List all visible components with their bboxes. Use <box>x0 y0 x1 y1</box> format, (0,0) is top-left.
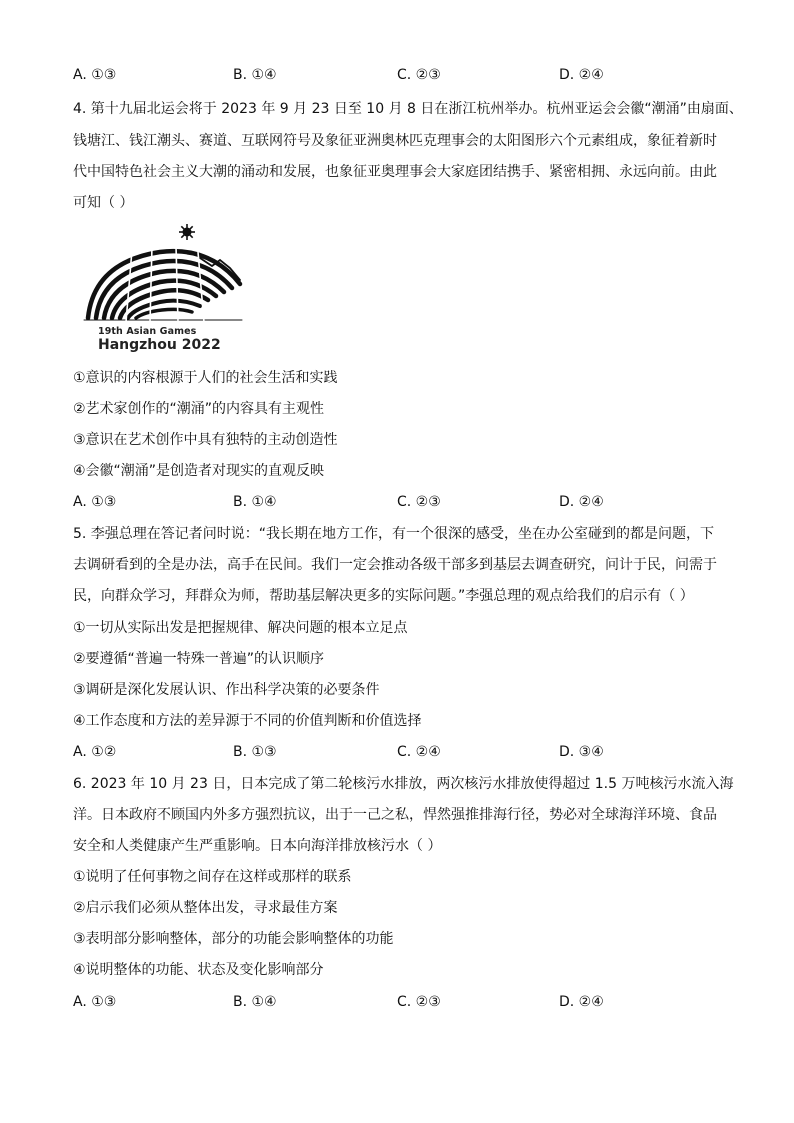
q5-statement-2: ②要遵循“普遍一特殊一普遍”的认识顺序 <box>73 651 325 667</box>
q6-statement-4: ④说明整体的功能、状态及变化影响部分 <box>73 962 324 978</box>
q5-stem-line-2: 去调研看到的全是办法，高手在民间。我们一定会推动各级干部多到基层去调查研究，问计于民，问需于 <box>73 557 717 573</box>
q6-stem-line-1: 6. 2023 年 10 月 23 日，日本完成了第二轮核污水排放，两次核污水排放使得超过 1.5 万吨核污水流入海 <box>73 776 734 792</box>
q4-option-a: A. ①③ <box>73 494 117 510</box>
q4-stem-line-3: 代中国特色社会主义大潮的涌动和发展，也象征亚奥理事会大家庭团结携手、紧密相拥、永远向前。由此 <box>73 164 717 180</box>
q4-statement-1: ①意识的内容根源于人们的社会生活和实践 <box>73 370 338 386</box>
q5-stem-line-1: 5. 李强总理在答记者问时说：“我长期在地方工作，有一个很深的感受，坐在办公室碰到的都是问题，下 <box>73 526 715 542</box>
q3-option-b: B. ①④ <box>233 67 277 83</box>
q6-stem-line-3: 安全和人类健康产生严重影响。日本向海洋排放核污水（ ） <box>73 838 442 854</box>
q5-option-d: D. ③④ <box>559 744 604 760</box>
q3-option-d: D. ②④ <box>559 67 604 83</box>
logo-title: 19th Asian Games <box>98 326 197 337</box>
q6-option-b: B. ①④ <box>233 994 277 1010</box>
q6-options <box>73 992 733 1012</box>
q4-statement-4: ④会徽“潮涌”是创造者对现实的直观反映 <box>73 463 325 479</box>
q4-statement-2: ②艺术家创作的“潮涌”的内容具有主观性 <box>73 401 325 417</box>
q3-option-c: C. ②③ <box>397 67 441 83</box>
q3-options <box>73 65 733 85</box>
q3-option-a: A. ①③ <box>73 67 117 83</box>
q4-statement-3: ③意识在艺术创作中具有独特的主动创造性 <box>73 432 338 448</box>
q4-option-d: D. ②④ <box>559 494 604 510</box>
asian-games-logo <box>80 222 246 358</box>
q5-option-c: C. ②④ <box>397 744 441 760</box>
q6-statement-3: ③表明部分影响整体，部分的功能会影响整体的功能 <box>73 931 394 947</box>
q4-options <box>73 492 733 512</box>
q4-stem-line-1: 4. 第十九届北运会将于 2023 年 9 月 23 日至 10 月 8 日在浙江杭州举办。杭州亚运会会徽“潮涌”由扇面、 <box>73 101 743 117</box>
q4-option-c: C. ②③ <box>397 494 441 510</box>
chaoyong-emblem-icon <box>80 222 246 326</box>
sun-icon <box>179 224 195 240</box>
q6-option-a: A. ①③ <box>73 994 117 1010</box>
q4-stem-line-2: 钱塘江、钱江潮头、赛道、互联网符号及象征亚洲奥林匹克理事会的太阳图形六个元素组成，象征着新时 <box>73 133 717 149</box>
q4-option-b: B. ①④ <box>233 494 277 510</box>
q5-statement-4: ④工作态度和方法的差异源于不同的价值判断和价值选择 <box>73 713 422 729</box>
q6-statement-2: ②启示我们必须从整体出发，寻求最佳方案 <box>73 900 338 916</box>
q5-option-b: B. ①③ <box>233 744 277 760</box>
q6-option-d: D. ②④ <box>559 994 604 1010</box>
q5-options <box>73 742 733 762</box>
q4-stem-line-4: 可知（ ） <box>73 195 134 211</box>
q5-option-a: A. ①② <box>73 744 117 760</box>
q5-statement-1: ①一切从实际出发是把握规律、解决问题的根本立足点 <box>73 620 408 636</box>
q6-stem-line-2: 洋。日本政府不顾国内外多方强烈抗议，出于一己之私，悍然强推排海行径，势必对全球海洋环境、食品 <box>73 807 717 823</box>
q6-statement-1: ①说明了任何事物之间存在这样或那样的联系 <box>73 869 352 885</box>
q6-option-c: C. ②③ <box>397 994 441 1010</box>
q5-statement-3: ③调研是深化发展认识、作出科学决策的必要条件 <box>73 682 380 698</box>
q5-stem-line-3: 民，向群众学习，拜群众为师，帮助基层解决更多的实际问题。”李强总理的观点给我们的启示有（ ） <box>73 588 694 604</box>
logo-city: Hangzhou 2022 <box>98 337 221 353</box>
